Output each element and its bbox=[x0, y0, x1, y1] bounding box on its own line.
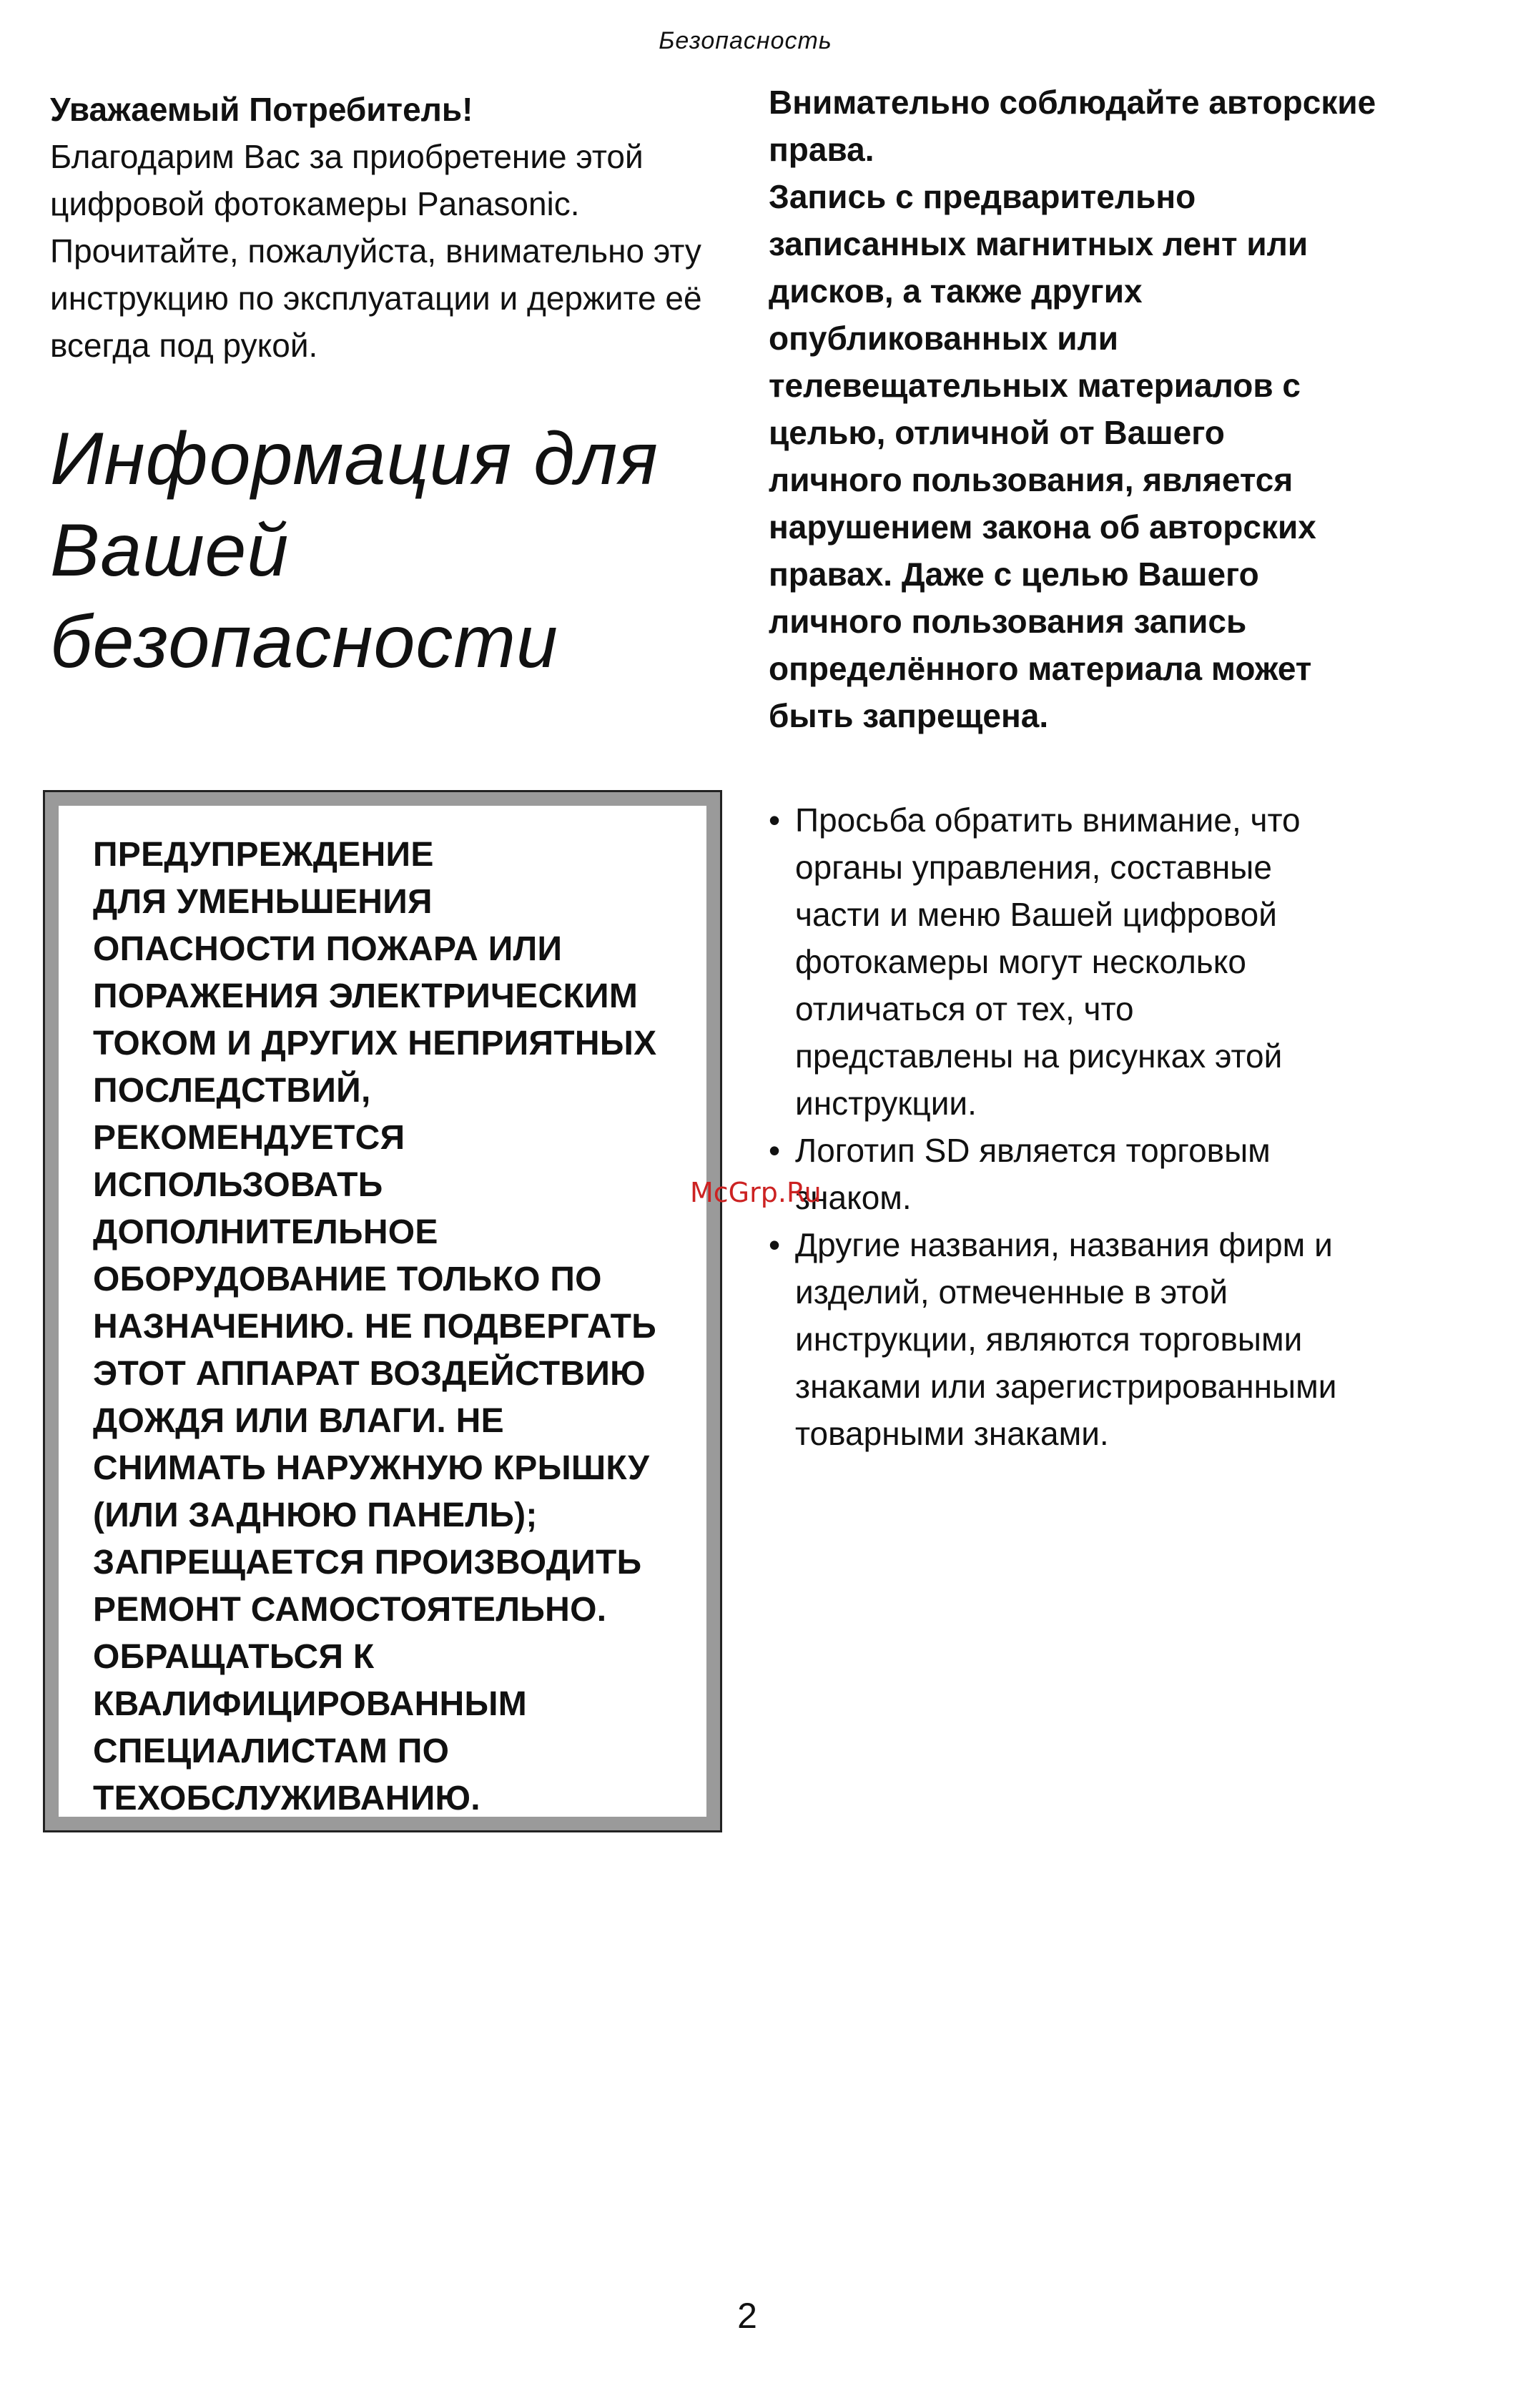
warning-line: ПРЕДУПРЕЖДЕНИЕ bbox=[93, 836, 434, 874]
note-line: Другие названия, названия фирм и bbox=[795, 1226, 1333, 1263]
note-line: Просьба обратить внимание, что bbox=[795, 801, 1301, 839]
copyright-line: дисков, а также других bbox=[769, 272, 1143, 310]
note-line: изделий, отмеченные в этой bbox=[795, 1273, 1228, 1311]
note-line: органы управления, составные bbox=[795, 849, 1272, 886]
note-line: инструкции. bbox=[795, 1085, 977, 1122]
warning-box bbox=[43, 790, 722, 1832]
warning-line: КВАЛИФИЦИРОВАННЫМ bbox=[93, 1685, 528, 1723]
note-line: части и меню Вашей цифровой bbox=[795, 896, 1277, 933]
warning-line: ИСПОЛЬЗОВАТЬ bbox=[93, 1166, 383, 1204]
watermark: McGrp.Ru bbox=[690, 1177, 822, 1208]
title-line: Информация для bbox=[50, 418, 659, 500]
copyright-line: телевещательных материалов с bbox=[769, 367, 1301, 404]
warning-line: ОБОРУДОВАНИЕ ТОЛЬКО ПО bbox=[93, 1260, 602, 1298]
warning-line: ПОРАЖЕНИЯ ЭЛЕКТРИЧЕСКИМ bbox=[93, 977, 639, 1015]
warning-line: ЗАПРЕЩАЕТСЯ ПРОИЗВОДИТЬ bbox=[93, 1544, 642, 1582]
note-line: товарными знаками. bbox=[795, 1415, 1109, 1452]
greeting: Уважаемый Потребитель! bbox=[50, 91, 473, 128]
copyright-line: нарушением закона об авторских bbox=[769, 508, 1316, 546]
warning-line: РЕМОНТ САМОСТОЯТЕЛЬНО. bbox=[93, 1591, 607, 1629]
bullet-icon: • bbox=[769, 1226, 781, 1263]
title-line: Вашей bbox=[50, 509, 290, 592]
warning-line: ОБРАЩАТЬСЯ К bbox=[93, 1638, 375, 1676]
note-line: инструкции, являются торговыми bbox=[795, 1321, 1303, 1358]
copyright-line: Запись с предварительно bbox=[769, 178, 1196, 215]
warning-line: СПЕЦИАЛИСТАМ ПО bbox=[93, 1732, 450, 1770]
title-line: безопасности bbox=[50, 601, 558, 684]
warning-line: ДОЖДЯ ИЛИ ВЛАГИ. НЕ bbox=[93, 1402, 504, 1440]
list-item bbox=[769, 796, 1448, 1127]
copyright-line: опубликованных или bbox=[769, 320, 1118, 357]
warning-line: СНИМАТЬ НАРУЖНУЮ КРЫШКУ bbox=[93, 1449, 650, 1487]
note-line: отличаться от тех, что bbox=[795, 990, 1134, 1027]
copyright-line: целью, отличной от Вашего bbox=[769, 414, 1225, 451]
note-line: знаком. bbox=[795, 1179, 912, 1216]
copyright-line: записанных магнитных лент или bbox=[769, 225, 1308, 262]
warning-line: ДОПОЛНИТЕЛЬНОЕ bbox=[93, 1213, 438, 1251]
warning-line: НАЗНАЧЕНИЮ. НЕ ПОДВЕРГАТЬ bbox=[93, 1308, 657, 1346]
note-line: фотокамеры могут несколько bbox=[795, 943, 1246, 980]
copyright-line: права. bbox=[769, 131, 874, 168]
copyright-line: правах. Даже с целью Вашего bbox=[769, 556, 1259, 593]
right-column bbox=[769, 79, 1448, 1457]
warning-line: ДЛЯ УМЕНЬШЕНИЯ bbox=[93, 883, 433, 921]
warning-line: ПОСЛЕДСТВИЙ, bbox=[93, 1072, 371, 1110]
list-item bbox=[769, 1127, 1448, 1221]
warning-line: РЕКОМЕНДУЕТСЯ bbox=[93, 1119, 405, 1157]
copyright-line: определённого материала может bbox=[769, 650, 1312, 687]
page-number: 2 bbox=[737, 2296, 757, 2336]
copyright-line: Внимательно соблюдайте авторские bbox=[769, 84, 1376, 121]
warning-line: (ИЛИ ЗАДНЮЮ ПАНЕЛЬ); bbox=[93, 1496, 538, 1534]
notes-list bbox=[769, 796, 1448, 1457]
warning-line: ТОКОМ И ДРУГИХ НЕПРИЯТНЫХ bbox=[93, 1025, 657, 1062]
warning-line: ТЕХОБСЛУЖИВАНИЮ. bbox=[93, 1780, 480, 1817]
warning-line: ЭТОТ АППАРАТ ВОЗДЕЙСТВИЮ bbox=[93, 1355, 646, 1393]
bullet-icon: • bbox=[769, 801, 781, 839]
left-column bbox=[50, 86, 729, 688]
copyright-line: личного пользования запись bbox=[769, 603, 1247, 640]
bullet-icon: • bbox=[769, 1132, 781, 1169]
running-header: Безопасность bbox=[659, 27, 832, 54]
copyright-line: быть запрещена. bbox=[769, 697, 1049, 734]
copyright-line: личного пользования, является bbox=[769, 461, 1293, 498]
page-title bbox=[50, 413, 729, 688]
intro-paragraph: Благодарим Вас за приобретение этой цифровой фотокамеры Panasonic. Прочитайте, пожалуйста, внимательно эту инструкцию по эксплуатации и держите её всегда под рукой. bbox=[50, 138, 702, 364]
note-line: знаками или зарегистрированными bbox=[795, 1368, 1337, 1405]
warning-line: ОПАСНОСТИ ПОЖАРА ИЛИ bbox=[93, 930, 563, 968]
note-line: Логотип SD является торговым bbox=[795, 1132, 1271, 1169]
list-item bbox=[769, 1221, 1448, 1457]
warning-text bbox=[93, 832, 678, 1822]
copyright-notice bbox=[769, 79, 1448, 739]
note-line: представлены на рисунках этой bbox=[795, 1037, 1283, 1075]
